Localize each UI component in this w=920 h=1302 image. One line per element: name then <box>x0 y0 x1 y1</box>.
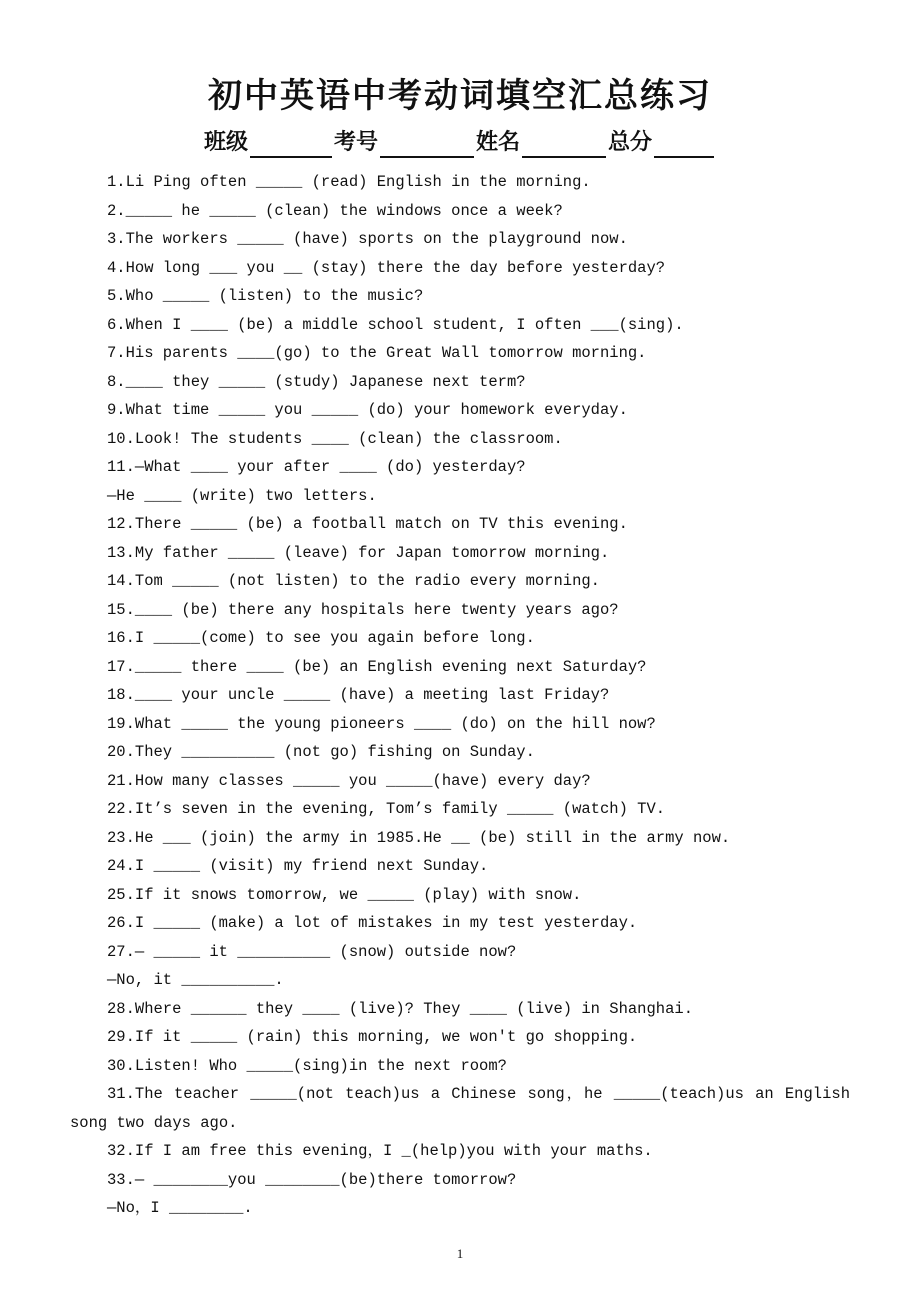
exercise-answer-line: —He ____ (write) two letters. <box>107 486 377 505</box>
exercise-line: 8.____ they _____ (study) Japanese next term? <box>107 372 526 391</box>
exercise-line: 12.There _____ (be) a football match on TV this evening. <box>107 515 628 533</box>
exercise-line: 14.Tom _____ (not listen) to the radio every morning. <box>107 572 600 590</box>
exercise-line: 19.What _____ the young pioneers ____ (do) on the hill now? <box>107 714 656 733</box>
exercise-line: 30.Listen! Who _____(sing)in the next room? <box>107 1056 507 1075</box>
exercise-line: 5.Who _____ (listen) to the music? <box>107 287 424 305</box>
exercise-line: 32.If I am free this evening，I _(help)you with your maths. <box>107 1142 653 1160</box>
exercise-line: 18.____ your uncle _____ (have) a meeting last Friday? <box>107 686 610 704</box>
exercise-list <box>0 168 920 1223</box>
name-label: 姓名 <box>476 130 521 155</box>
exercise-line: 17._____ there ____ (be) an English evening next Saturday? <box>107 657 647 676</box>
exercise-line: 29.If it _____ (rain) this morning, we won't go shopping. <box>107 1028 638 1046</box>
number-blank <box>380 130 474 158</box>
exercise-line: 6.When I ____ (be) a middle school student, I often ___(sing). <box>107 315 684 334</box>
score-blank <box>654 130 714 158</box>
exercise-line: 9.What time _____ you _____ (do) your homework everyday. <box>107 401 628 419</box>
exercise-line: 10.Look! The students ____ (clean) the classroom. <box>107 429 563 448</box>
exercise-line: 21.How many classes _____ you _____(have) every day? <box>107 771 591 790</box>
exercise-line: 31.The teacher _____(not teach)us a Chinese song，he _____(teach)us an English <box>107 1085 850 1103</box>
exercise-line: 27.— _____ it __________ (snow) outside now? <box>107 942 517 961</box>
class-label: 班级 <box>203 130 248 155</box>
exercise-line: 28.Where ______ they ____ (live)? They ____ (live) in Shanghai. <box>107 999 693 1018</box>
exercise-line: 33.— ________you ________(be)there tomorrow? <box>107 1170 517 1189</box>
name-blank <box>522 130 606 158</box>
exercise-line: 1.Li Ping often _____ (read) English in the morning. <box>107 173 591 191</box>
exercise-line: 26.I _____ (make) a lot of mistakes in my test yesterday. <box>107 914 638 932</box>
page-title: 初中英语中考动词填空汇总练习 <box>208 76 712 116</box>
exercise-line: 3.The workers _____ (have) sports on the playground now. <box>107 230 628 248</box>
exercise-answer-line: —No，I ________. <box>107 1199 253 1217</box>
class-blank <box>250 130 332 158</box>
exercise-continuation-line: song two days ago. <box>70 1113 238 1132</box>
exercise-line: 7.His parents ____(go) to the Great Wall tomorrow morning. <box>107 344 647 362</box>
score-label: 总分 <box>608 130 653 155</box>
exercise-line: 2._____ he _____ (clean) the windows once a week? <box>107 201 563 220</box>
page-number: 1 <box>456 1246 464 1261</box>
exercise-line: 4.How long ___ you __ (stay) there the day before yesterday? <box>107 258 666 277</box>
exercise-line: 20.They __________ (not go) fishing on Sunday. <box>107 743 535 761</box>
exercise-line: 25.If it snows tomorrow, we _____ (play) with snow. <box>107 885 582 904</box>
exercise-line: 24.I _____ (visit) my friend next Sunday. <box>107 857 489 875</box>
number-label: 考号 <box>333 130 378 155</box>
exercise-line: 16.I _____(come) to see you again before long. <box>107 629 535 647</box>
exercise-line: 15.____ (be) there any hospitals here twenty years ago? <box>107 600 619 619</box>
exercise-line: 23.He ___ (join) the army in 1985.He __ (be) still in the army now. <box>107 828 731 847</box>
student-info-line <box>0 126 920 160</box>
exercise-answer-line: —No, it __________. <box>107 971 284 989</box>
exercise-line: 22.It’s seven in the evening, Tom’s family _____ (watch) TV. <box>107 800 666 818</box>
exercise-line: 13.My father _____ (leave) for Japan tomorrow morning. <box>107 543 610 562</box>
exercise-line: 11.—What ____ your after ____ (do) yesterday? <box>107 458 526 476</box>
